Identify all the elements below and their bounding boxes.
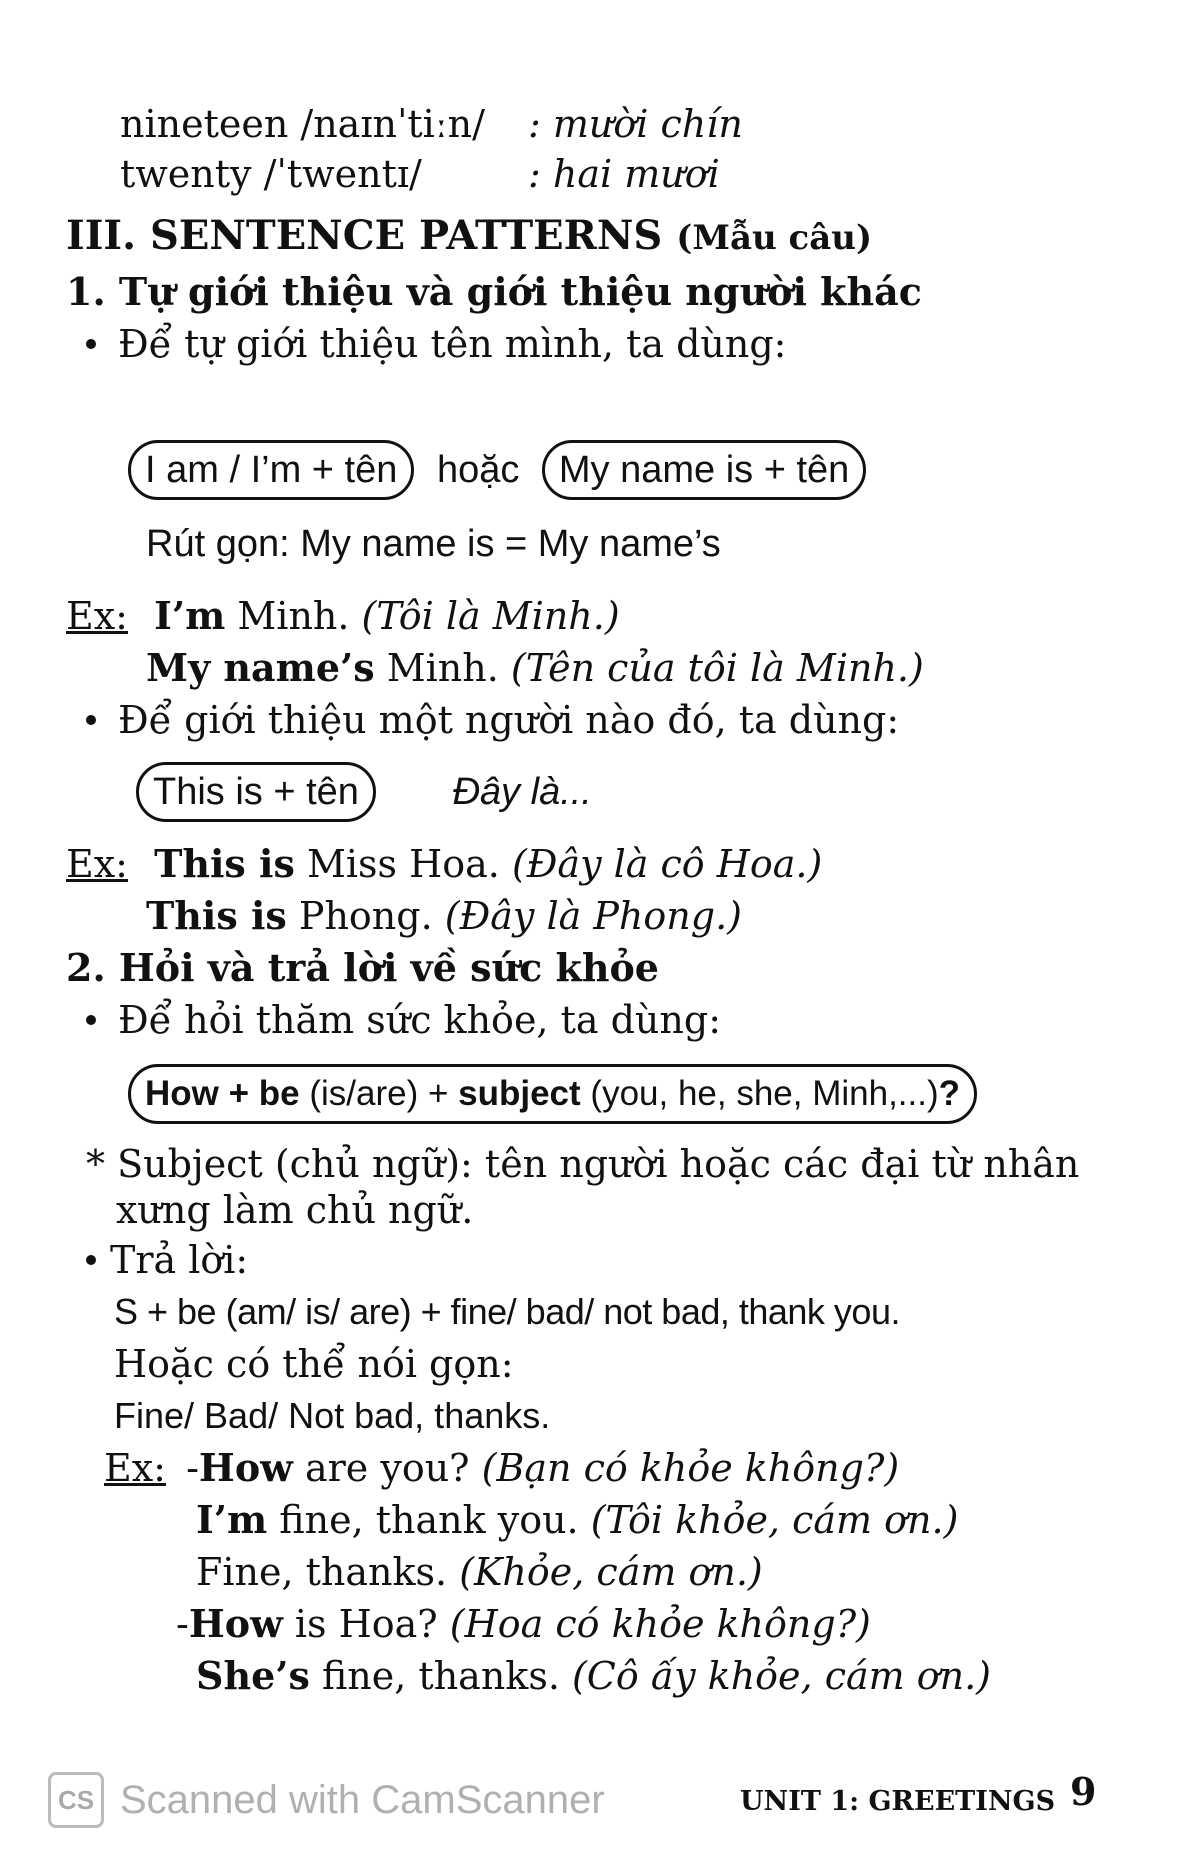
- pattern-this-is: This is + tên: [136, 762, 376, 822]
- part2-bullet2: [86, 1236, 248, 1284]
- ex-label: Ex:: [104, 1446, 166, 1490]
- ex-bold: This is: [146, 893, 287, 938]
- example-line: [66, 840, 822, 888]
- pattern-bold: subject: [458, 1074, 581, 1113]
- part1-bullet2: [86, 696, 899, 744]
- example-line: [146, 892, 742, 940]
- ex-text: Phong.: [286, 894, 445, 938]
- bullet-icon: [86, 715, 96, 725]
- section-title: III. SENTENCE PATTERNS: [66, 212, 663, 259]
- or-word: hoặc: [436, 449, 520, 491]
- ex-text: is Hoa?: [282, 1602, 450, 1646]
- vocab-meaning: : mười chín: [528, 102, 743, 146]
- ex-dash: -: [186, 1446, 199, 1490]
- bullet-icon: [86, 1015, 96, 1025]
- example-line: [66, 592, 620, 640]
- example-line: [196, 1496, 958, 1544]
- short-answer: Fine/ Bad/ Not bad, thanks.: [114, 1395, 551, 1436]
- ex-bold: This is: [154, 841, 295, 886]
- bullet-text: Trả lời:: [110, 1238, 249, 1282]
- vocab-word: nineteen /naɪnˈtiːn/: [120, 102, 485, 146]
- ex-label: Ex:: [66, 594, 128, 638]
- bullet-text: Để hỏi thăm sức khỏe, ta dùng:: [118, 998, 721, 1042]
- page-number: 9: [1070, 1769, 1097, 1814]
- camscanner-logo-icon: CS: [48, 1772, 104, 1828]
- example-line: [176, 1600, 871, 1648]
- pattern-i-am: I am / I’m + tên: [128, 440, 414, 500]
- bullet-icon: [86, 339, 96, 349]
- ex-text: Miss Hoa.: [294, 842, 512, 886]
- short-label: Hoặc có thể nói gọn:: [114, 1342, 514, 1386]
- ex-bold: I’m: [154, 593, 226, 638]
- pattern-row-2: [136, 762, 592, 822]
- ex-translation: (Đây là Phong.): [444, 894, 742, 938]
- pattern-normal: (is/are) +: [299, 1074, 459, 1113]
- vocab-meaning: : hai mươi: [528, 152, 720, 196]
- pattern-bold: How + be: [145, 1074, 300, 1113]
- camscanner-watermark: [48, 1772, 605, 1828]
- ex-translation: (Đây là cô Hoa.): [511, 842, 823, 886]
- example-line: [196, 1548, 763, 1596]
- ex-translation: (Cô ấy khỏe, cám ơn.): [571, 1654, 992, 1698]
- ex-translation: (Tôi là Minh.): [361, 594, 620, 638]
- ex-text: fine, thank you.: [267, 1498, 591, 1542]
- ex-translation: (Khỏe, cám ơn.): [459, 1550, 763, 1594]
- ex-text: Minh.: [225, 594, 362, 638]
- part1-bullet1: [86, 320, 787, 368]
- pattern-row-3: [128, 1064, 977, 1124]
- part2-bullet1: [86, 996, 721, 1044]
- short-form: Rút gọn: My name is = My name’s: [146, 523, 721, 565]
- section-subtitle: (Mẫu câu): [676, 218, 873, 258]
- pattern-my-name-is: My name is + tên: [542, 440, 866, 500]
- example-line: [196, 1652, 991, 1700]
- ex-bold: How: [188, 1601, 283, 1646]
- bullet-icon: [86, 1255, 96, 1265]
- pattern-question-mark: ?: [938, 1074, 961, 1113]
- ex-translation: (Tên của tôi là Minh.): [510, 646, 924, 690]
- vocab-word: twenty /ˈtwentɪ/: [120, 152, 422, 196]
- example-line: [104, 1444, 899, 1492]
- ex-text: are you?: [292, 1446, 482, 1490]
- ex-bold: I’m: [196, 1497, 268, 1542]
- ex-text: fine, thanks.: [309, 1654, 572, 1698]
- camscanner-text: Scanned with CamScanner: [120, 1777, 605, 1822]
- part2-heading: 2. Hỏi và trả lời về sức khỏe: [66, 945, 659, 990]
- pattern-meaning: Đây là...: [452, 771, 592, 813]
- ex-dash: -: [176, 1602, 189, 1646]
- note-line: * Subject (chủ ngữ): tên người hoặc các đại từ nhân: [86, 1142, 1080, 1186]
- section-heading: [66, 212, 872, 262]
- bullet-text: Để tự giới thiệu tên mình, ta dùng:: [118, 322, 787, 366]
- pattern-row-1: [128, 440, 866, 500]
- ex-text: Minh.: [374, 646, 511, 690]
- ex-translation: (Hoa có khỏe không?): [449, 1602, 871, 1646]
- bullet-text: Để giới thiệu một người nào đó, ta dùng:: [118, 698, 900, 742]
- ex-translation: (Tôi khỏe, cám ơn.): [590, 1498, 959, 1542]
- example-line: [146, 644, 924, 692]
- part1-heading: 1. Tự giới thiệu và giới thiệu người khác: [66, 269, 922, 314]
- ex-bold: My name’s: [146, 645, 375, 690]
- pattern-how-be: [128, 1064, 977, 1124]
- ex-text: Fine, thanks.: [196, 1550, 460, 1594]
- ex-bold: How: [198, 1445, 293, 1490]
- ex-bold: She’s: [196, 1653, 310, 1698]
- pattern-normal: (you, he, she, Minh,...): [580, 1074, 939, 1113]
- answer-pattern: S + be (am/ is/ are) + fine/ bad/ not bad, thank you.: [114, 1291, 900, 1332]
- ex-label: Ex:: [66, 842, 128, 886]
- ex-translation: (Bạn có khỏe không?): [481, 1446, 900, 1490]
- note-line: xưng làm chủ ngữ.: [116, 1188, 474, 1232]
- running-footer: UNIT 1: GREETINGS: [740, 1786, 1056, 1817]
